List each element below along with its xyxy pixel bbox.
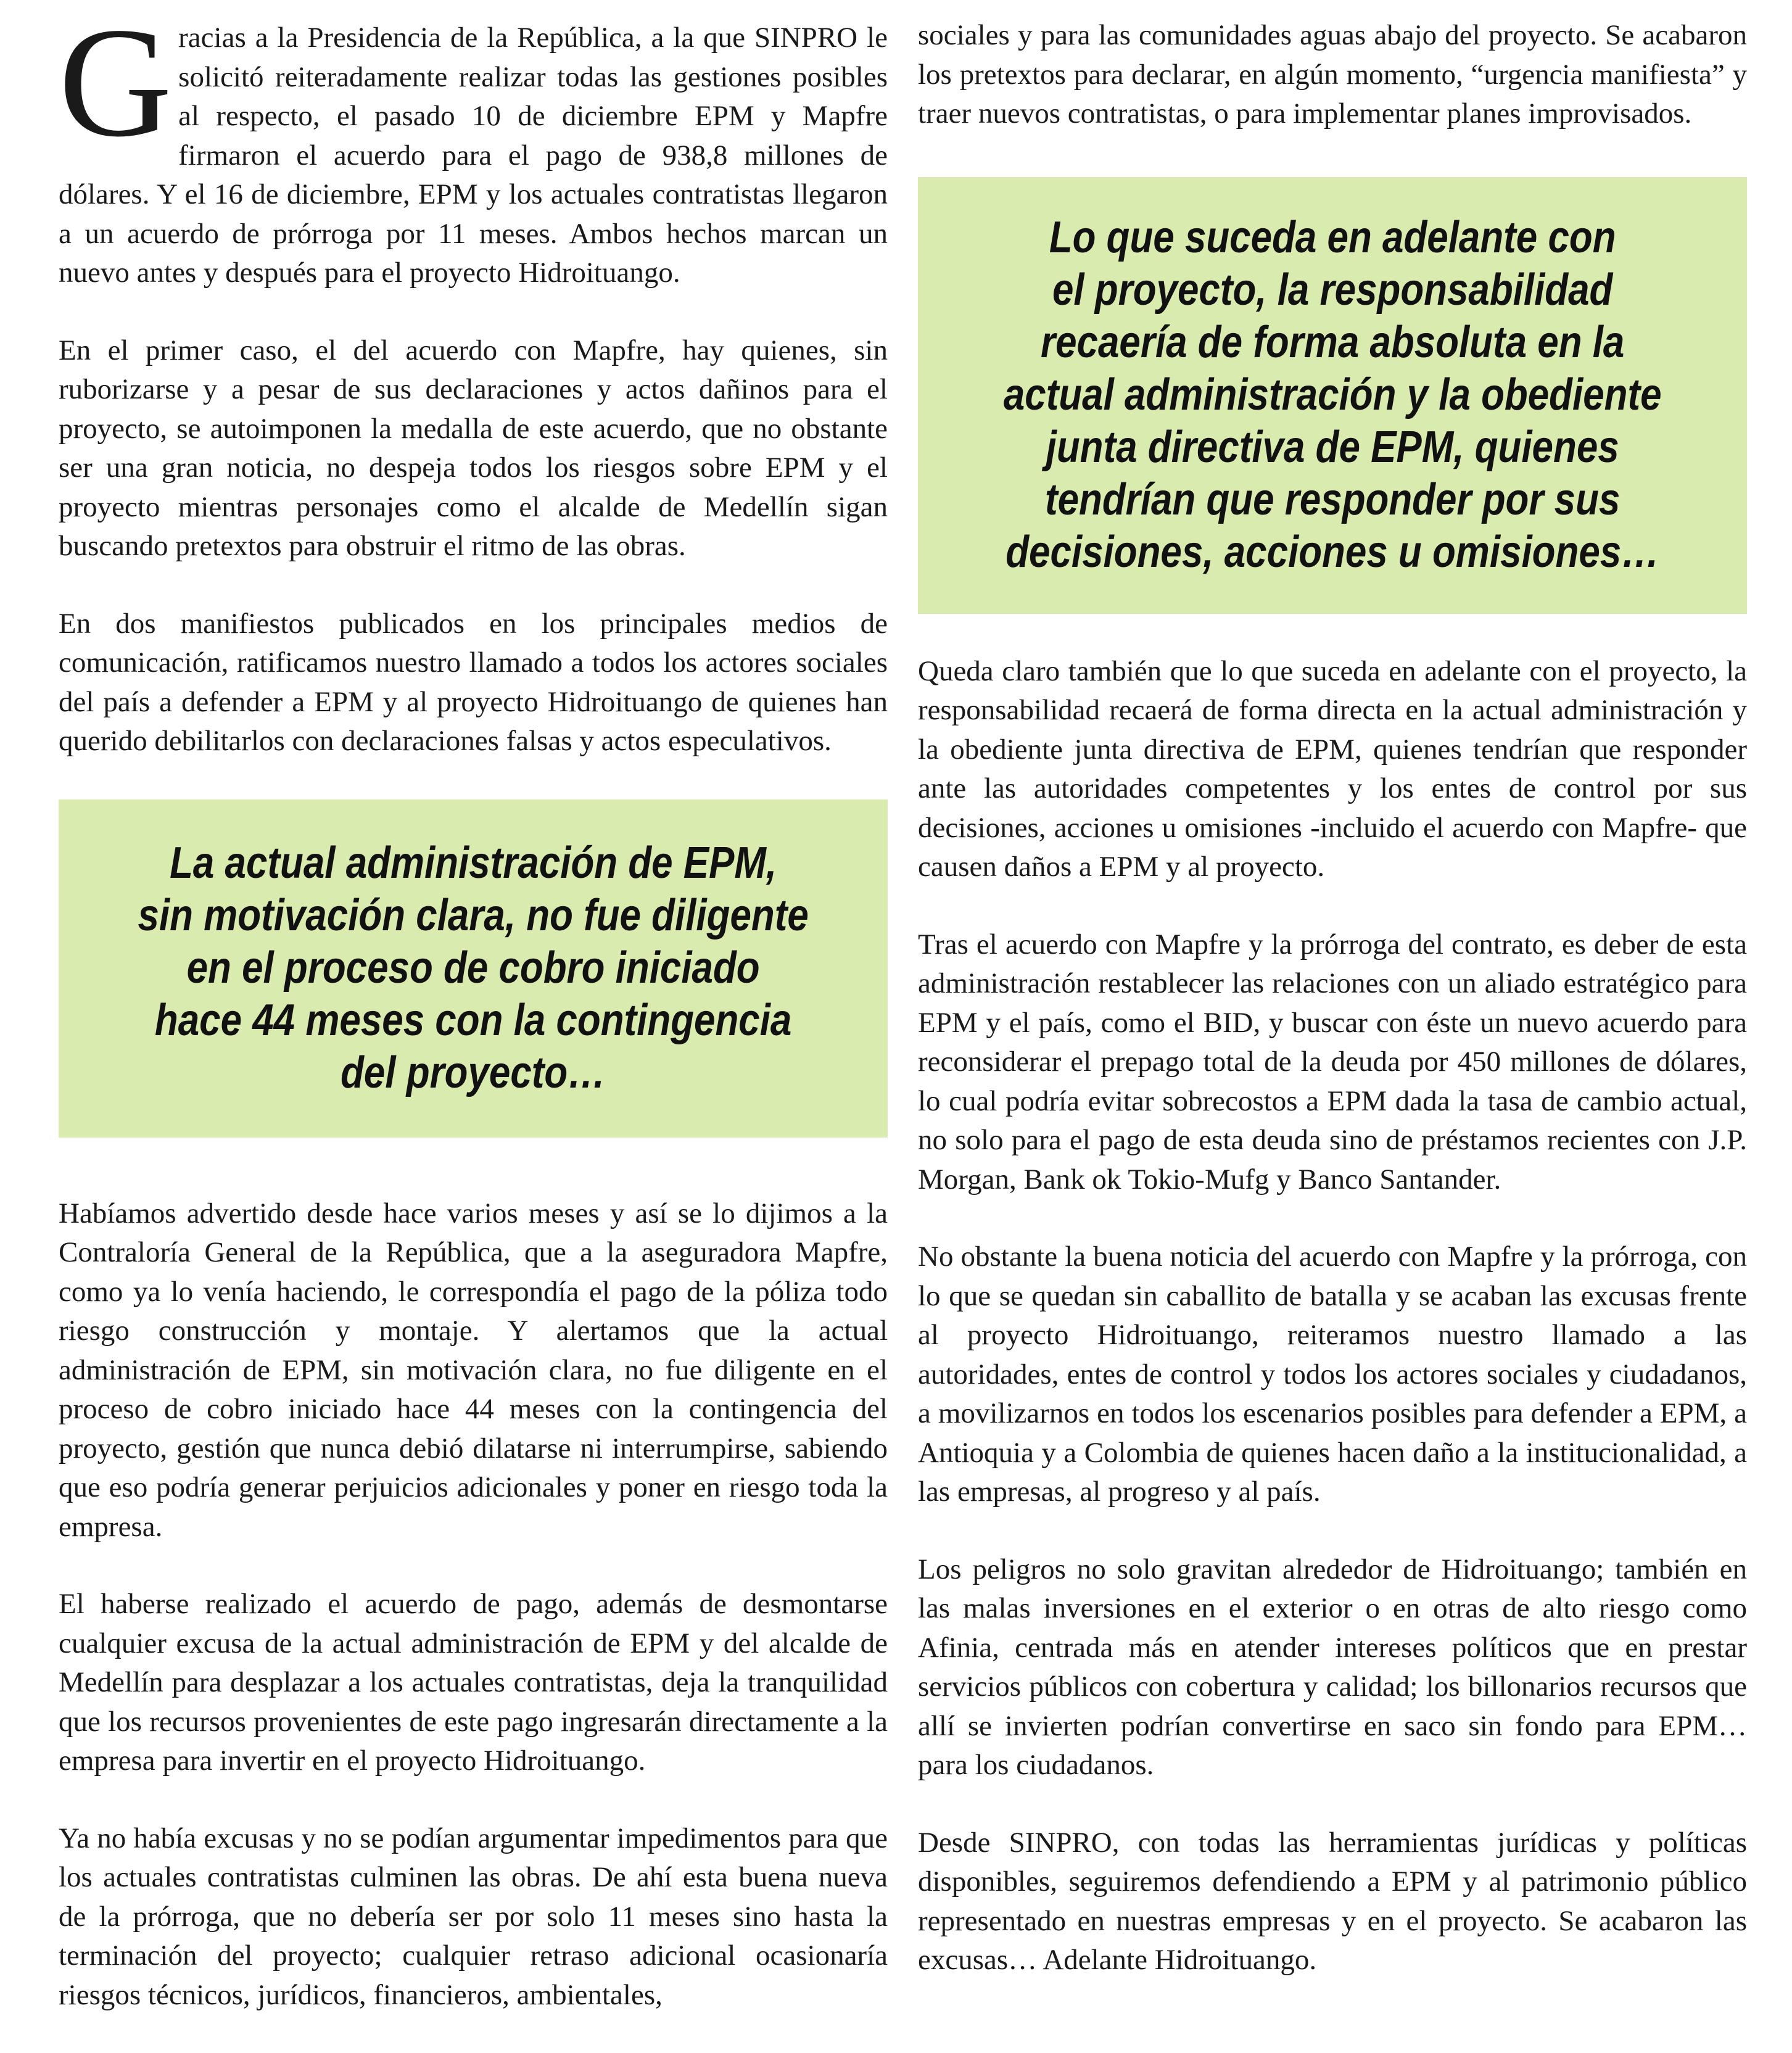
paragraph-manifestos: En dos manifiestos publicados en los principales medios de comunicación, ratificamos nuestro llamado a todos los actores sociales del país a defender a EPM y al proyecto Hidroituango de quienes han querido debilitarlos con declaraciones falsas y actos especulativos. xyxy=(59,607,888,757)
paragraph-continuation: sociales y para las comunidades aguas abajo del proyecto. Se acabaron los pretextos para declarar, en algún momento, “urgencia manifiesta” y traer nuevos contratistas, o para implementar planes improvisados. xyxy=(918,19,1747,130)
paragraph-contraloria-warning: Habíamos advertido desde hace varios meses y así se lo dijimos a la Contraloría General de la República, que a la aseguradora Mapfre, como ya lo venía haciendo, le correspondía el pago de la póliza todo riesgo construcción y montaje. Y alertamos que la actual administración de EPM, sin motivación clara, no fue diligente en el proceso de cobro iniciado hace 44 meses con la contingencia del proyecto, gestión que nunca debió dilatarse ni interrumpirse, sabiendo que eso podría generar perjuicios adicionales y poner en riesgo toda la empresa. xyxy=(59,1197,888,1543)
paragraph-intro xyxy=(59,0,888,293)
paragraph-no-excuses: Ya no había excusas y no se podían argumentar impedimentos para que los actuales contratistas culminen las obras. De ahí esta buena nueva de la prórroga, que no debería ser por solo 11 meses sino hasta la terminación del proyecto; cualquier retraso adicional ocasionaría riesgos técnicos, jurídicos, financieros, ambientales, xyxy=(59,1822,888,2011)
paragraph-call-to-action: No obstante la buena noticia del acuerdo con Mapfre y la prórroga, con lo que se quedan sin caballito de batalla y se acaban las excusas frente al proyecto Hidroituango, reiteramos nuestro llamado a las autoridades, entes de control y todos los actores sociales y ciudadanos, a movilizarnos en todos los escenarios posibles para defender a EPM, a Antioquia y a Colombia de quienes hacen daño a la institucionalidad, a las empresas, al progreso y al país. xyxy=(918,1241,1747,1508)
paragraph-dangers: Los peligros no solo gravitan alrededor de Hidroituango; también en las malas inversiones en el exterior o en otras de alto riesgo como Afinia, centrada más en atender intereses políticos que en prestar servicios públicos con cobertura y calidad; los billonarios recursos que allí se invierten podrían convertirse en saco sin fondo para EPM… para los ciudadanos. xyxy=(918,1553,1747,1781)
pull-quote-right xyxy=(918,177,1747,614)
paragraph-mapfre-agreement: En el primer caso, el del acuerdo con Mapfre, hay quienes, sin ruborizarse y a pesar de sus declaraciones y actos dañinos para el proyecto, se autoimponen la medalla de este acuerdo, que no obstante ser una gran noticia, no despeja todos los riesgos sobre EPM y el proyecto mientras personajes como el alcalde de Medellín sigan buscando pretextos para obstruir el ritmo de las obras. xyxy=(59,334,888,562)
paragraph-intro-text: racias a la Presidencia de la República, a la que SINPRO le solicitó reiteradamente realizar todas las gestiones posibles al respecto, el pasado 10 de diciembre EPM y Mapfre firmaron el acuerdo para el pago de 938,8 millones de dólares. Y el 16 de diciembre, EPM y los actuales contratistas llegaron a un acuerdo de prórroga por 11 meses. Ambos hechos marcan un nuevo antes y después para el proyecto Hidroituango. xyxy=(59,22,888,289)
pull-quote-left xyxy=(59,799,888,1138)
pull-quote-left-text: La actual administración de EPM, sin motivación clara, no fue diligente en el proceso de cobro iniciado hace 44 meses con la contingencia del proyecto… xyxy=(138,838,809,1097)
paragraph-closing: Desde SINPRO, con todas las herramientas jurídicas y políticas disponibles, seguiremos defendiendo a EPM y al patrimonio público representado en nuestras empresas y en el proyecto. Se acabaron las excusas… Adelante Hidroituango. xyxy=(918,1826,1747,1976)
drop-cap: G xyxy=(59,0,173,170)
paragraph-payment-agreement: El haberse realizado el acuerdo de pago, además de desmontarse cualquier excusa de la actual administración de EPM y del alcalde de Medellín para desplazar a los actuales contratistas, deja la tranquilidad que los recursos provenientes de este pago ingresarán directamente a la empresa para invertir en el proyecto Hidroituango. xyxy=(59,1588,888,1777)
paragraph-bid-relations: Tras el acuerdo con Mapfre y la prórroga del contrato, es deber de esta administración restablecer las relaciones con un aliado estratégico para EPM y el país, como el BID, y buscar con éste un nuevo acuerdo para reconsiderar el prepago total de la deuda por 450 millones de dólares, lo cual podría evitar sobrecostos a EPM dada la tasa de cambio actual, no solo para el pago de esta deuda sino de préstamos recientes con J.P. Morgan, Bank ok Tokio-Mufg y Banco Santander. xyxy=(918,928,1747,1196)
right-column xyxy=(918,16,1747,2018)
paragraph-responsibility: Queda claro también que lo que suceda en adelante con el proyecto, la responsabilidad recaerá de forma directa en la actual administración y la obediente junta directiva de EPM, quienes tendrían que responder ante las autoridades competentes y los entes de control por sus decisiones, acciones u omisiones -incluido el acuerdo con Mapfre- que causen daños a EPM y al proyecto. xyxy=(918,655,1747,883)
left-column xyxy=(59,0,888,2053)
pull-quote-right-text: Lo que suceda en adelante con el proyecto, la responsabilidad recaería de forma absoluta en la actual administración y la obediente junta directiva de EPM, quienes tendrían que responder por sus decisiones, acciones u omisiones… xyxy=(1003,213,1662,577)
